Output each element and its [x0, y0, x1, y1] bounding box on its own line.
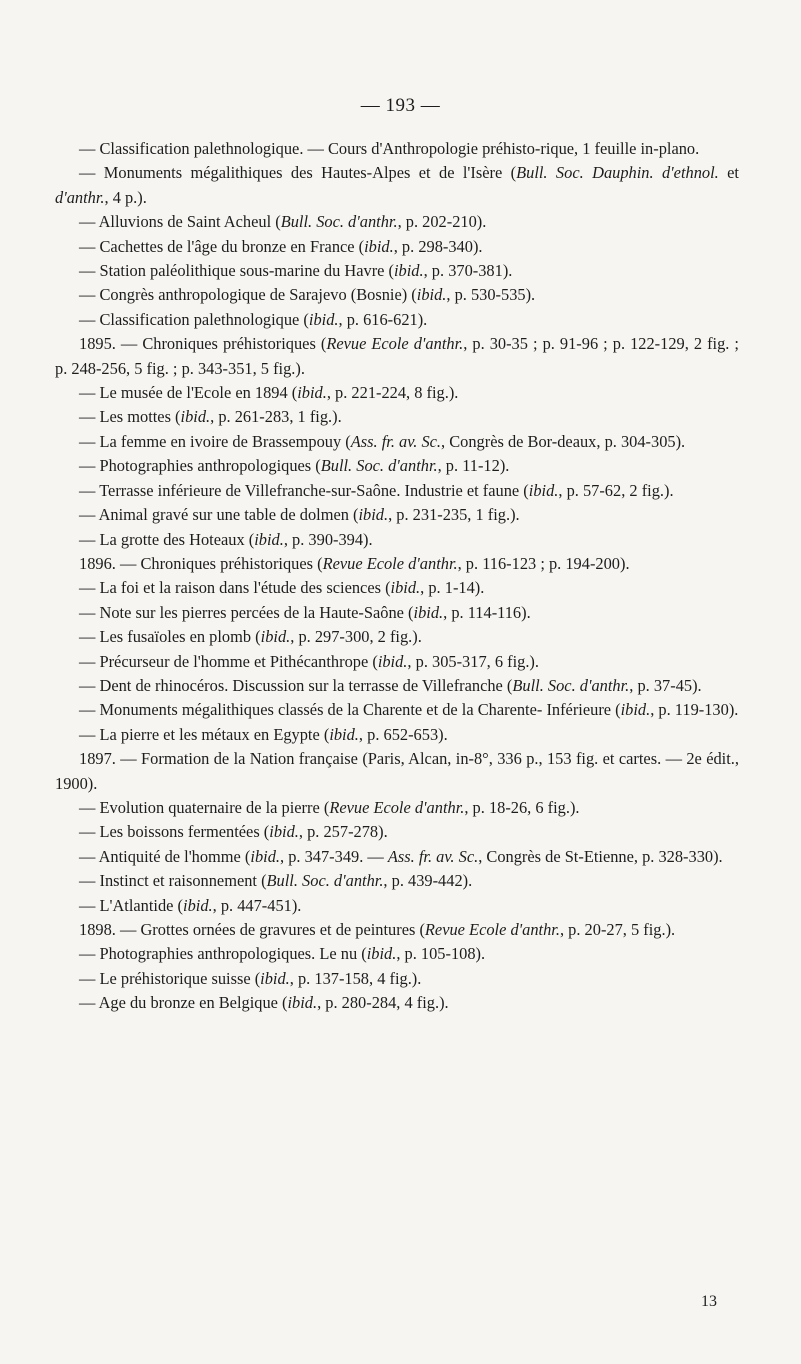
bibliography-entry	[55, 259, 739, 283]
entry-text: — Instinct et raisonnement (	[79, 871, 267, 891]
entry-text: , p. 530-535).	[446, 285, 536, 305]
publication-reference: ibid.	[260, 627, 291, 647]
entry-text: — Le préhistorique suisse (	[79, 968, 261, 988]
entry-text: , p. 261-283, 1 fig.).	[210, 407, 342, 427]
bibliography-entry	[55, 454, 739, 478]
entry-text: , p. 231-235, 1 fig.).	[388, 505, 520, 525]
publication-reference: Bull. Soc. d'anthr.	[512, 675, 630, 695]
publication-reference: Revue Ecole d'anthr.	[322, 553, 458, 573]
entry-text: et	[718, 163, 739, 183]
entry-text: , p. 11-12).	[437, 456, 510, 476]
entry-text: — Terrasse inférieure de Villefranche-sur-Saône. Industrie et faune (	[79, 480, 529, 500]
entry-text: — Antiquité de l'homme (	[79, 846, 251, 866]
bibliography-entry	[55, 332, 739, 381]
publication-reference: ibid.	[297, 383, 327, 403]
bibliography-entry	[55, 161, 739, 210]
bibliography-entry	[55, 845, 739, 869]
publication-reference: ibid.	[180, 407, 211, 427]
bibliography-entry	[55, 283, 739, 307]
entry-text: — Les fusaïoles en plomb (	[79, 627, 261, 647]
publication-reference: ibid.	[364, 236, 394, 256]
entry-text: — Evolution quaternaire de la pierre (	[79, 797, 330, 817]
bibliography-entry	[55, 479, 739, 503]
bibliography-entry	[55, 528, 739, 552]
publication-reference: ibid.	[366, 944, 397, 964]
entry-text: — Monuments mégalithiques classés de la Charente et de la Charente- Inférieure (	[79, 700, 621, 720]
entry-text: — Classification palethnologique. — Cours d'Anthropologie préhisto-rique, 1 feuille in-plano.	[79, 139, 700, 158]
publication-reference: ibid.	[377, 651, 408, 671]
entry-text: , p. 297-300, 2 fig.).	[290, 627, 422, 647]
entry-text: — La foi et la raison dans l'étude des sciences (	[79, 578, 391, 598]
publication-reference: ibid.	[528, 480, 559, 500]
bibliography-entry	[55, 723, 739, 747]
entry-text: , p. 1-14).	[420, 578, 485, 598]
publication-reference: ibid.	[416, 285, 447, 305]
entry-text: , p. 57-62, 2 fig.).	[558, 480, 674, 500]
bibliography-entry	[55, 894, 739, 918]
entry-text: , 4 p.).	[104, 187, 147, 207]
publication-reference: d'anthr.	[55, 187, 105, 207]
publication-reference: ibid.	[250, 846, 280, 866]
entry-text: — Note sur les pierres percées de la Haute-Saône (	[79, 602, 414, 622]
entry-text: — Cachettes de l'âge du bronze en France (	[79, 236, 365, 256]
publication-reference: Revue Ecole d'anthr.	[329, 797, 465, 817]
entry-text: , p. 221-224, 8 fig.).	[326, 383, 459, 403]
entry-text: , p. 305-317, 6 fig.).	[407, 651, 539, 671]
publication-reference: Revue Ecole d'anthr.	[326, 334, 464, 354]
publication-reference: ibid.	[287, 993, 318, 1013]
entry-text: — Les boissons fermentées (	[79, 822, 270, 842]
bibliography-entry	[55, 601, 739, 625]
entry-text: — Animal gravé sur une table de dolmen (	[79, 505, 359, 525]
bibliography-entry	[55, 820, 739, 844]
entry-text: — Les mottes (	[79, 407, 181, 427]
entry-text: , p. 20-27, 5 fig.).	[559, 920, 676, 939]
entry-text: , p. 114-116).	[443, 602, 531, 622]
entry-text: — Photographies anthropologiques (	[79, 456, 321, 476]
bibliography-entry	[55, 991, 739, 1015]
bibliography-list	[55, 137, 739, 1016]
entry-text: , p. 119-130).	[650, 700, 739, 720]
entry-text: 1898. — Grottes ornées de gravures et de peintures (	[79, 920, 425, 939]
entry-text: — La femme en ivoire de Brassempouy (	[79, 431, 351, 451]
entry-text: — Le musée de l'Ecole en 1894 (	[79, 383, 298, 403]
entry-text: — La pierre et les métaux en Egypte (	[79, 724, 330, 744]
entry-text: — Congrès anthropologique de Sarajevo (Bosnie) (	[79, 285, 417, 305]
bibliography-entry	[55, 137, 739, 161]
bibliography-entry	[55, 918, 739, 942]
publication-reference: ibid.	[308, 309, 339, 329]
publication-reference: Ass. fr. av. Sc.	[350, 431, 442, 451]
bibliography-entry	[55, 308, 739, 332]
publication-reference: ibid.	[390, 578, 421, 598]
page-number: — 193 —	[360, 95, 441, 116]
bibliography-entry	[55, 503, 739, 527]
entry-text: — Précurseur de l'homme et Pithécanthrope (	[79, 651, 378, 671]
entry-text: , p. 202-210).	[397, 212, 487, 232]
entry-text: , p. 439-442).	[383, 871, 473, 891]
bibliography-entry	[55, 869, 739, 893]
entry-text: , p. 116-123 ; p. 194-200).	[457, 553, 630, 573]
entry-text: — Alluvions de Saint Acheul (	[79, 212, 281, 232]
bibliography-entry	[55, 625, 739, 649]
publication-reference: ibid.	[269, 822, 299, 842]
entry-text: , p. 280-284, 4 fig.).	[317, 993, 449, 1013]
publication-reference: Bull. Soc. Dauphin. d'ethnol.	[516, 163, 719, 183]
bibliography-entry	[55, 381, 739, 405]
entry-text: — Age du bronze en Belgique (	[79, 993, 288, 1013]
publication-reference: Bull. Soc. d'anthr.	[320, 456, 438, 476]
entry-text: , Congrès de Bor-deaux, p. 304-305).	[441, 431, 686, 451]
publication-reference: Ass. fr. av. Sc.	[387, 846, 479, 866]
publication-reference: ibid.	[329, 724, 359, 744]
bibliography-entry	[55, 747, 739, 796]
entry-text: — L'Atlantide (	[79, 895, 184, 915]
bibliography-entry	[55, 796, 739, 820]
publication-reference: Bull. Soc. d'anthr.	[280, 212, 398, 232]
entry-text: , p. 370-381).	[423, 261, 513, 281]
entry-text: 1897. — Formation de la Nation française (Paris, Alcan, in-8°, 336 p., 153 fig. et cartes. — 2e édit., 1900).	[55, 749, 739, 793]
entry-text: , p. 137-158, 4 fig.).	[289, 968, 422, 988]
publication-reference: ibid.	[394, 261, 424, 281]
bibliography-entry	[55, 650, 739, 674]
entry-text: , p. 390-394).	[283, 529, 373, 549]
publication-reference: ibid.	[183, 895, 213, 915]
bibliography-entry	[55, 942, 739, 966]
bibliography-entry	[55, 576, 739, 600]
publication-reference: ibid.	[260, 968, 290, 988]
entry-text: — Monuments mégalithiques des Hautes-Alpes et de l'Isère (	[79, 163, 517, 183]
bibliography-entry	[55, 235, 739, 259]
publication-reference: Bull. Soc. d'anthr.	[266, 871, 384, 891]
entry-text: — Dent de rhinocéros. Discussion sur la terrasse de Villefranche (	[79, 675, 513, 695]
entry-text: — Classification palethnologique (	[79, 309, 309, 329]
entry-text: 1895. — Chroniques préhistoriques (	[79, 334, 327, 354]
entry-text: , p. 298-340).	[393, 236, 483, 256]
entry-text: , p. 30-35 ; p. 91-96 ; p. 122-129, 2 fig. ; p. 248-256, 5 fig. ; p. 343-351, 5 fig.).	[55, 334, 739, 378]
publication-reference: ibid.	[254, 529, 284, 549]
publication-reference: ibid.	[620, 700, 651, 720]
publication-reference: Revue Ecole d'anthr.	[424, 920, 560, 939]
publication-reference: ibid.	[413, 602, 444, 622]
entry-text: , p. 37-45).	[629, 675, 702, 695]
bibliography-entry	[55, 698, 739, 722]
publication-reference: ibid.	[358, 505, 389, 525]
bibliography-entry	[55, 552, 739, 576]
entry-text: 1896. — Chroniques préhistoriques (	[79, 553, 323, 573]
bibliography-entry	[55, 210, 739, 234]
bibliography-entry	[55, 674, 739, 698]
entry-text: , p. 347-349. —	[280, 846, 388, 866]
entry-text: , p. 616-621).	[338, 309, 428, 329]
bibliography-entry	[55, 405, 739, 429]
entry-text: , p. 652-653).	[358, 724, 448, 744]
entry-text: , p. 257-278).	[298, 822, 388, 842]
entry-text: — La grotte des Hoteaux (	[79, 529, 255, 549]
entry-text: , p. 105-108).	[396, 944, 486, 964]
entry-text: , Congrès de St-Etienne, p. 328-330).	[478, 846, 723, 866]
entry-text: — Station paléolithique sous-marine du Havre (	[79, 261, 394, 281]
printer-signature-mark: 13	[701, 1293, 717, 1310]
entry-text: — Photographies anthropologiques. Le nu (	[79, 944, 367, 964]
entry-text: , p. 447-451).	[212, 895, 302, 915]
entry-text: , p. 18-26, 6 fig.).	[464, 797, 580, 817]
bibliography-entry	[55, 430, 739, 454]
bibliography-entry	[55, 967, 739, 991]
